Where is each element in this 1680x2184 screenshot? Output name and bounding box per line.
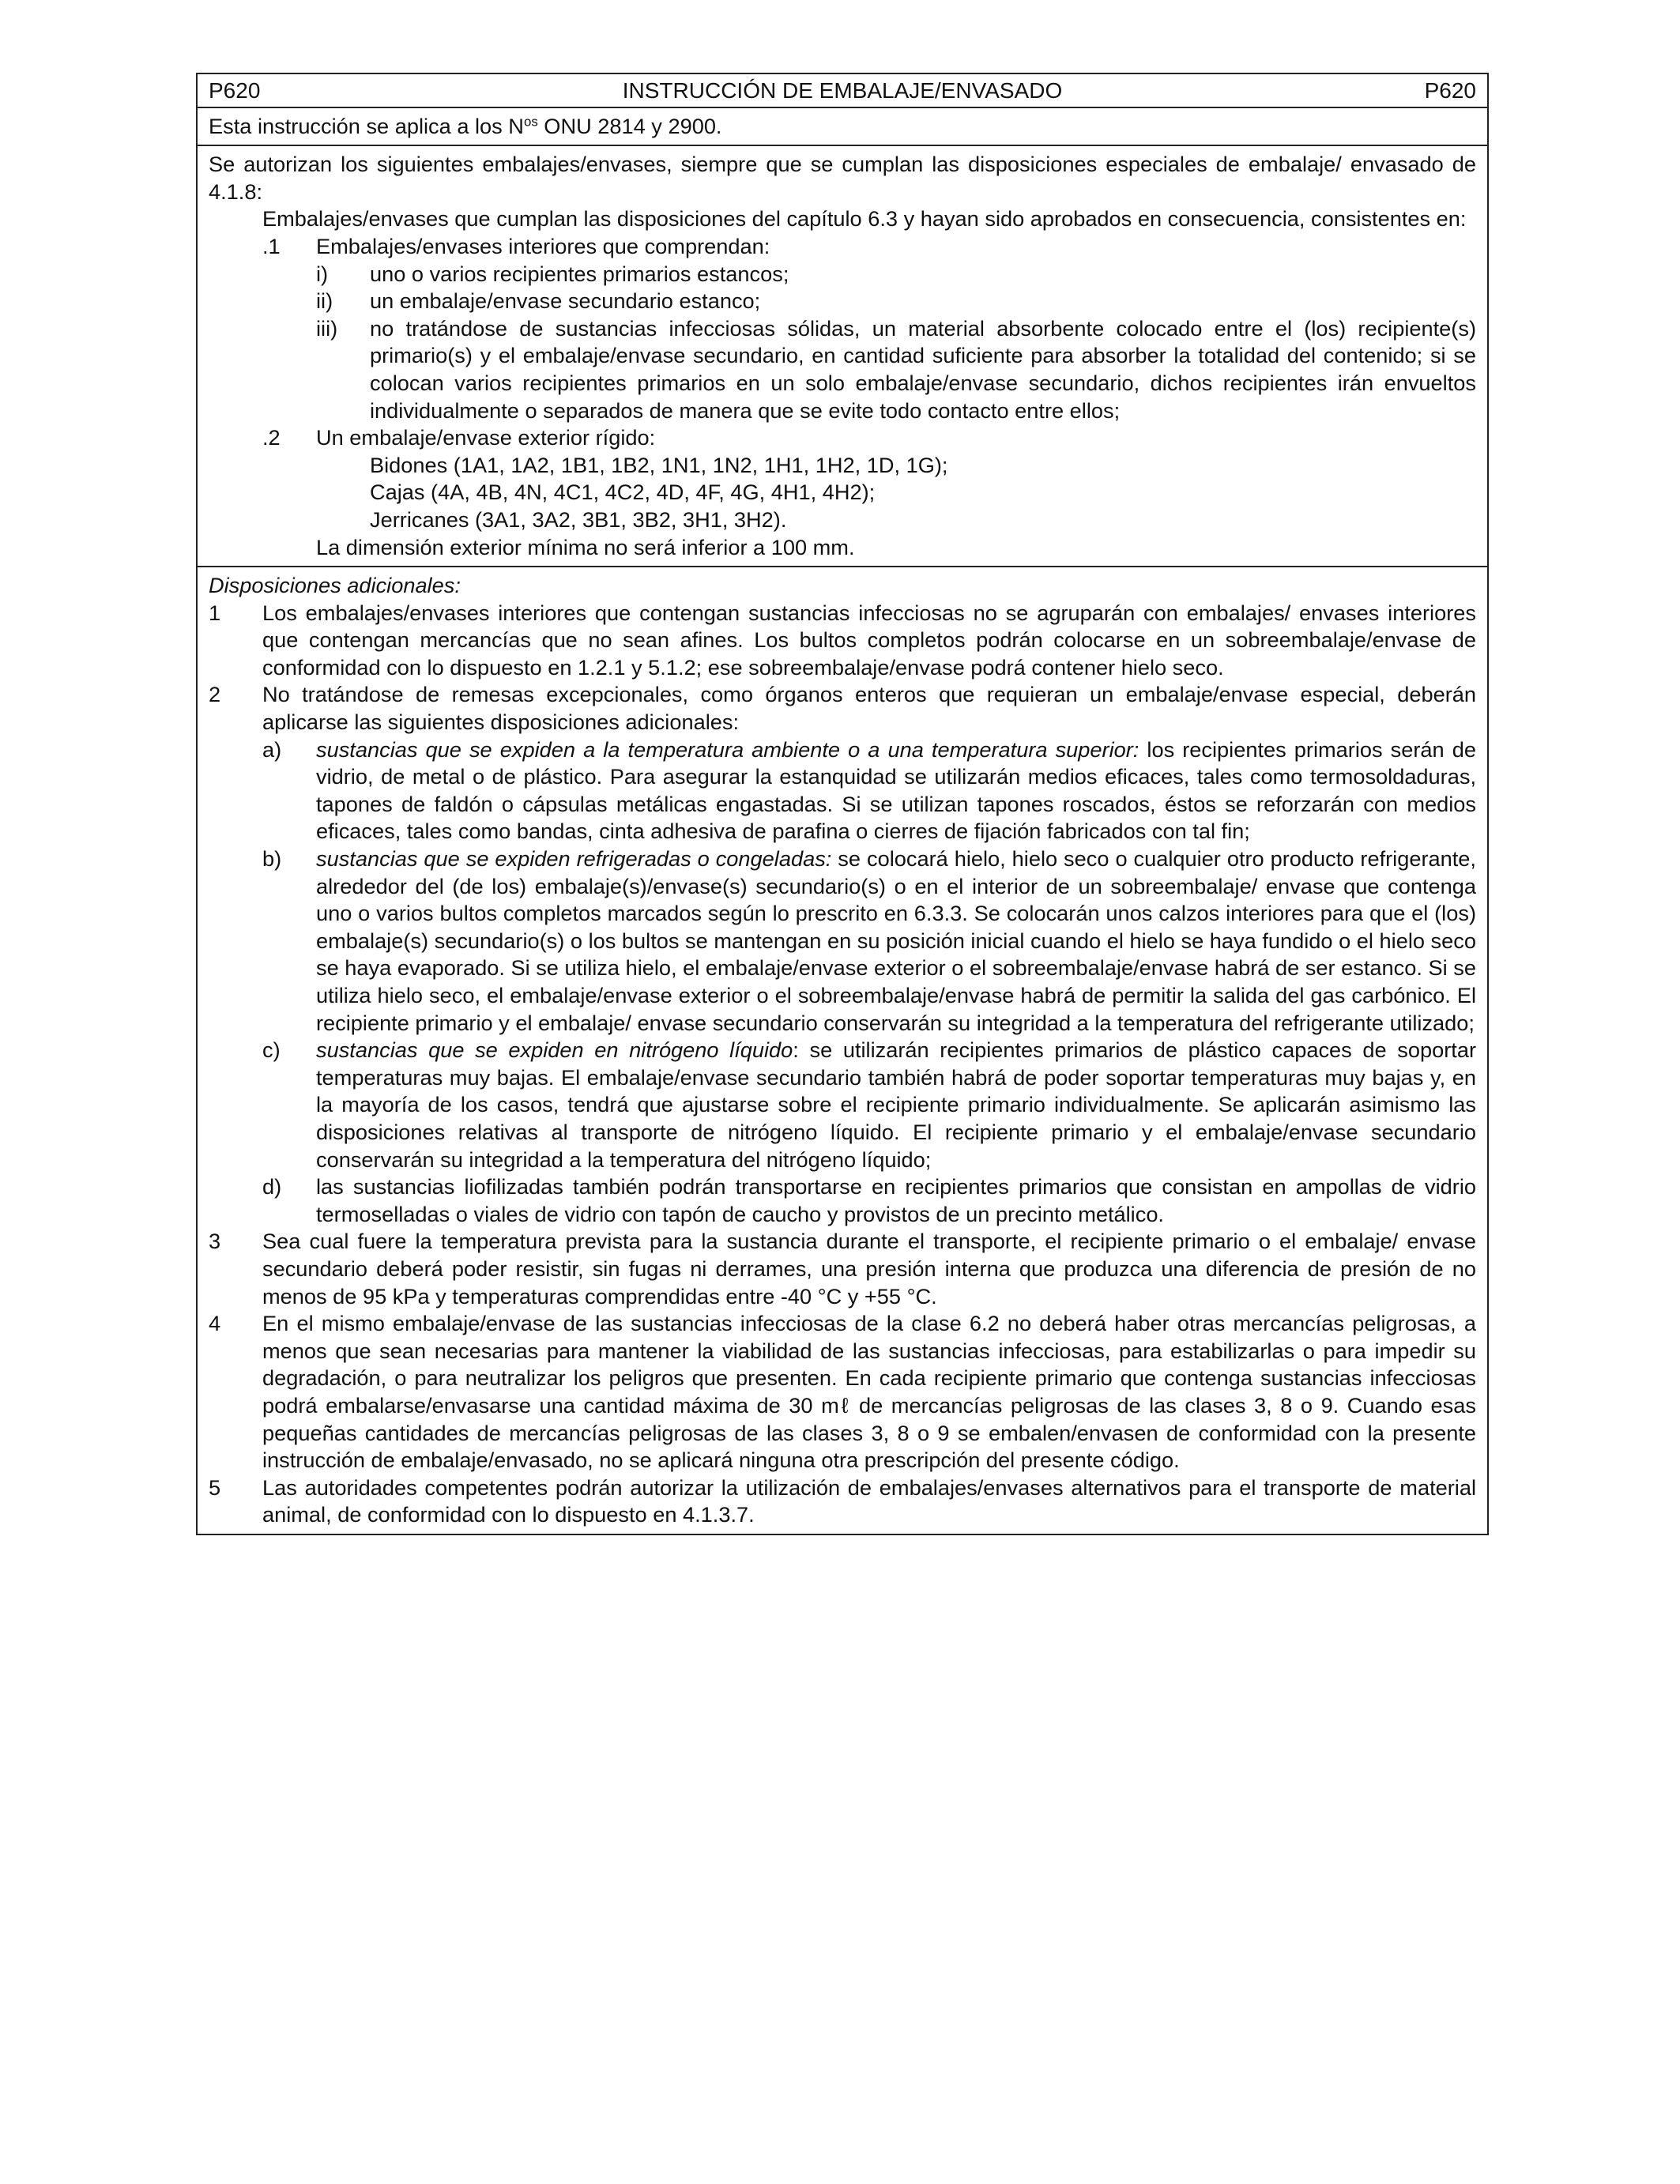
list-item: 3 Sea cual fuere la temperatura prevista para la sustancia durante el transporte, el recipiente primario o el embalaje/ envase secundario deberá poder resistir, sin fugas ni derrames, una presión interna que produzca una diferencia de presión de no menos de 95 kPa y temperaturas comprendidas entre -40 °C y +55 °C. [209, 1229, 1476, 1309]
list-item: 5 Las autoridades competentes podrán autorizar la utilización de embalajes/envases alternativos para el transporte de material animal, de conformidad con lo dispuesto en 4.1.3.7. [209, 1474, 1476, 1527]
list-item: d) las sustancias liofilizadas también podrán transportarse en recipientes primarios que consistan en ampollas de vidrio termoselladas o viales de vidrio con tapón de caucho y provistos de un precinto metálico. [262, 1174, 1476, 1226]
jerricans-line: Jerricanes (3A1, 3A2, 3B1, 3B2, 3H1, 3H2). [370, 506, 787, 532]
list-item: 2 No tratándose de remesas excepcionales, como órganos enteros que requieran un embalaje/envase especial, deberán aplicarse las siguientes disposiciones adicionales: [209, 682, 1476, 735]
applies-row [198, 108, 1487, 147]
authorized-intro: Se autorizan los siguientes embalajes/envases, siempre que se cumplan las disposiciones especiales de embalaje/ envasado de 4.1.8: [209, 152, 1476, 204]
list-item: b) sustancias que se expiden refrigeradas o congeladas: se colocará hielo, hielo seco o cualquier otro producto refrigerante, alrededor del (de los) embalaje(s)/envase(s) secundario(s) o en el interior de un sobreembalaje/ envase que contenga uno o varios bultos completos marcados según lo prescrito en 6.3.3. Se colocarán unos calzos interiores para que el (los) embalaje(s) secundario(s) o los bultos se mantengan en su posición inicial cuando el hielo se haya fundido o el hielo seco se haya evaporado. Si se utiliza hielo, el embalaje/envase exterior o el sobreembalaje/envase habrá de ser estanco. Si se utiliza hielo seco, el embalaje/envase exterior o el sobreembalaje/envase habrá de permitir la salida del gas carbónico. El recipiente primario y el embalaje/ envase secundario conservarán su integridad a la temperatura del refrigerante utilizado; [262, 846, 1476, 1035]
list-item: .1 Embalajes/envases interiores que comprendan: [262, 233, 770, 258]
packing-instruction-table [196, 73, 1489, 1535]
list-item: c) sustancias que se expiden en nitrógeno líquido: se utilizarán recipientes primarios de plástico capaces de soportar temperaturas muy bajas. El embalaje/envase secundario también habrá de poder soportar temperaturas muy bajas y, en la mayoría de los casos, tendrá que ajustarse sobre el recipiente primario individualmente. Se aplicarán asimismo las disposiciones relativas al transporte de nitrógeno líquido. El recipiente primario y el embalaje/envase secundario conservarán su integridad a la temperatura del nitrógeno líquido; [262, 1037, 1477, 1172]
table-title: INSTRUCCIÓN DE EMBALAJE/ENVASADO [622, 78, 1063, 103]
code-left: P620 [209, 78, 261, 103]
authorized-packagings-row [198, 146, 1487, 567]
list-item: a) sustancias que se expiden a la temperatura ambiente o a una temperatura superior: los recipientes primarios serán de vidrio, de metal o de plástico. Para asegurar la estanquidad se utilizarán medios eficaces, tales como termosoldaduras, tapones de faldón o cápsulas metálicas engastadas. Si se utilizan tapones roscados, éstos se reforzarán con medios eficaces, tales como bandas, cinta adhesiva de parafina o cierres de fijación fabricados con tal fin; [262, 736, 1476, 844]
header-row [198, 74, 1487, 108]
list-item: i) uno o varios recipientes primarios estancos; [316, 261, 789, 286]
list-item: iii) no tratándose de sustancias infecciosas sólidas, un material absorbente colocado entre el (los) recipiente(s) primario(s) y el embalaje/envase secundario, en cantidad suficiente para absorber la totalidad del contenido; si se colocan varios recipientes primarios en un solo embalaje/envase secundario, dichos recipientes irán envueltos individualmente o separados de manera que se evite todo contacto entre ellos; [316, 315, 1476, 423]
list-item: ii) un embalaje/envase secundario estanco; [316, 288, 761, 314]
code-right: P620 [1424, 78, 1476, 103]
list-item: .2 Un embalaje/envase exterior rígido: [262, 425, 656, 450]
list-item: 1 Los embalajes/envases interiores que contengan sustancias infecciosas no se agruparán con embalajes/ envases interiores que contengan mercancías que no sean afines. Los bultos completos podrán colocarse en un sobreembalaje/envase de conformidad con lo dispuesto en 1.2.1 y 5.1.2; ese sobreembalaje/envase podrá contener hielo seco. [209, 600, 1476, 680]
drums-line: Bidones (1A1, 1A2, 1B1, 1B2, 1N1, 1N2, 1H1, 1H2, 1D, 1G); [370, 452, 948, 477]
list-item: 4 En el mismo embalaje/envase de las sustancias infecciosas de la clase 6.2 no deberá haber otras mercancías peligrosas, a menos que sean necesarias para mantener la viabilidad de las sustancias infecciosas, para estabilizarlas o para impedir su degradación, o para neutralizar los peligros que presenten. En cada recipiente primario que contenga sustancias infecciosas podrá embalarse/envasarse una cantidad máxima de 30 mℓ de mercancías peligrosas de las clases 3, 8 o 9. Cuando esas pequeñas cantidades de mercancías peligrosas de las clases 3, 8 o 9 se embalen/envasen de conformidad con la presente instrucción de embalaje/envasado, no se aplicará ninguna otra prescripción del presente código. [209, 1311, 1476, 1473]
min-dimension-note: La dimensión exterior mínima no será inferior a 100 mm. [316, 534, 855, 559]
additional-heading: Disposiciones adicionales: [209, 573, 461, 598]
boxes-line: Cajas (4A, 4B, 4N, 4C1, 4C2, 4D, 4F, 4G, 4H1, 4H2); [370, 480, 876, 505]
additional-provisions-row [198, 567, 1487, 1534]
applies-text: Esta instrucción se aplica a los $N^{os}$ ONU 2814 y 2900. [209, 113, 722, 138]
authorized-sub-intro: Embalajes/envases que cumplan las disposiciones del capítulo 6.3 y hayan sido aprobados en consecuencia, consistentes en: [262, 206, 1467, 232]
